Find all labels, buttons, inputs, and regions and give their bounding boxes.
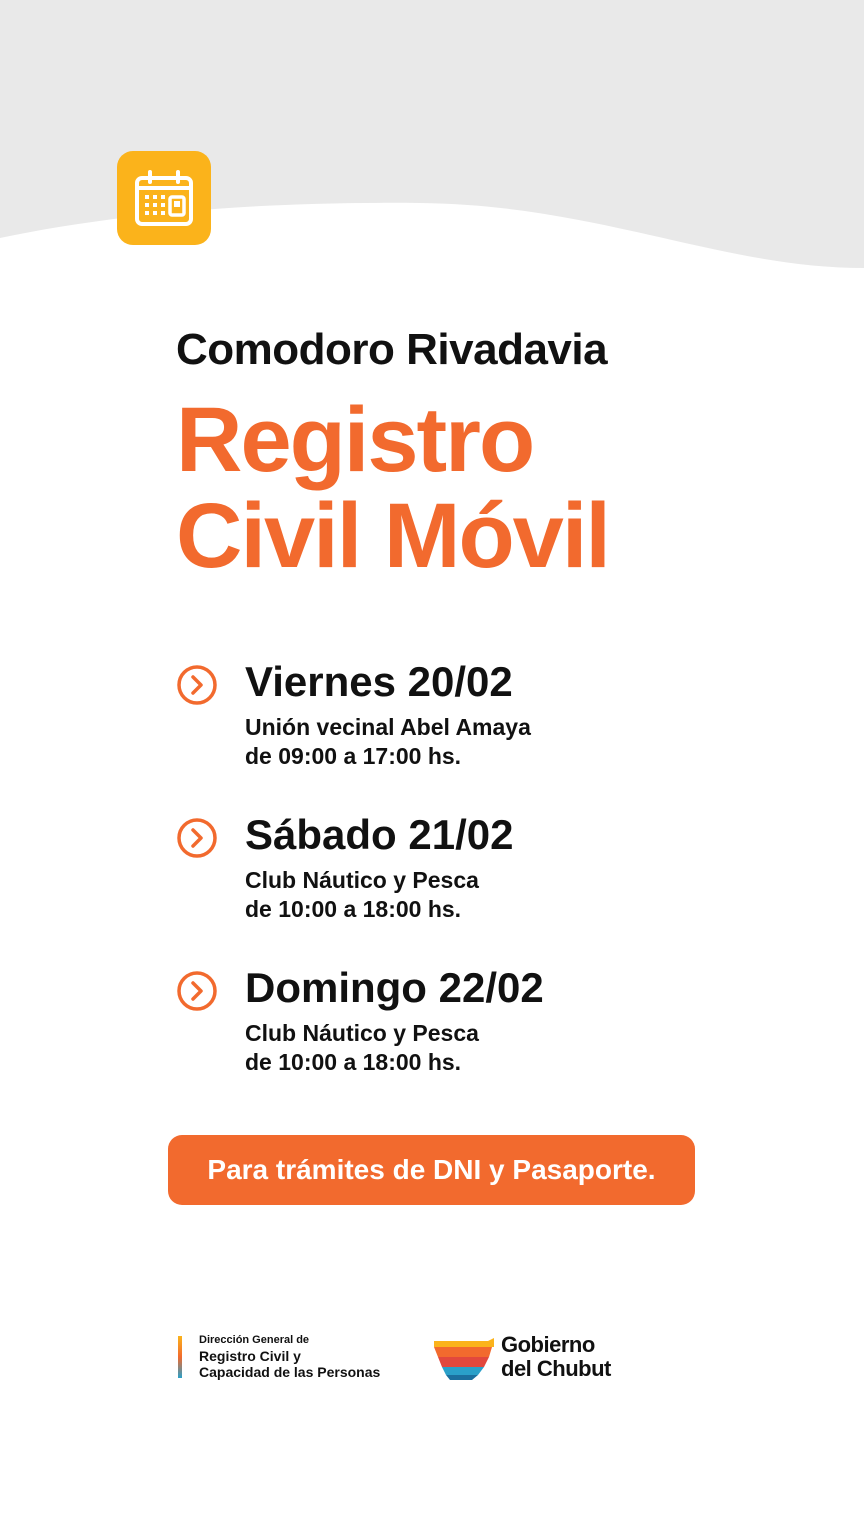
org-subtitle: Dirección General de [199, 1334, 310, 1346]
services-banner-label: Para trámites de DNI y Pasaporte. [207, 1154, 656, 1185]
schedule-place: Club Náutico y Pesca [245, 1020, 479, 1046]
schedule-place: Unión vecinal Abel Amaya [245, 714, 531, 740]
page-title [176, 389, 609, 587]
schedule-list [176, 656, 696, 1115]
schedule-day: Domingo 22/02 [245, 964, 544, 1011]
org-name-line-2: Capacidad de las Personas [199, 1364, 381, 1380]
chevron-right-circle-icon [176, 817, 218, 859]
schedule-hours: de 09:00 a 17:00 hs. [245, 743, 462, 769]
chevron-right-circle-icon [176, 664, 218, 706]
calendar-icon [134, 169, 194, 227]
chevron-right-circle-icon [176, 970, 218, 1012]
schedule-place: Club Náutico y Pesca [245, 867, 479, 893]
gobierno-chubut-logo [432, 1335, 496, 1381]
schedule-day: Sábado 21/02 [245, 811, 514, 858]
schedule-hours: de 10:00 a 18:00 hs. [245, 1049, 462, 1075]
gobierno-name [501, 1333, 611, 1381]
services-banner [168, 1135, 695, 1205]
schedule-item [176, 809, 696, 962]
schedule-hours: de 10:00 a 18:00 hs. [245, 896, 462, 922]
title-line-2: Civil Móvil [176, 485, 609, 587]
schedule-day: Viernes 20/02 [245, 658, 513, 705]
schedule-item [176, 656, 696, 809]
org-name [199, 1348, 380, 1380]
org-name-line-1: Registro Civil y [199, 1348, 301, 1364]
gobierno-name-line-1: Gobierno [501, 1332, 595, 1357]
city-name: Comodoro Rivadavia [176, 325, 608, 374]
background-wave [0, 0, 864, 290]
gobierno-name-line-2: del Chubut [501, 1356, 611, 1381]
calendar-badge [117, 151, 211, 245]
schedule-item [176, 962, 696, 1115]
title-line-1: Registro [176, 389, 534, 491]
logo-color-bar [178, 1336, 182, 1378]
